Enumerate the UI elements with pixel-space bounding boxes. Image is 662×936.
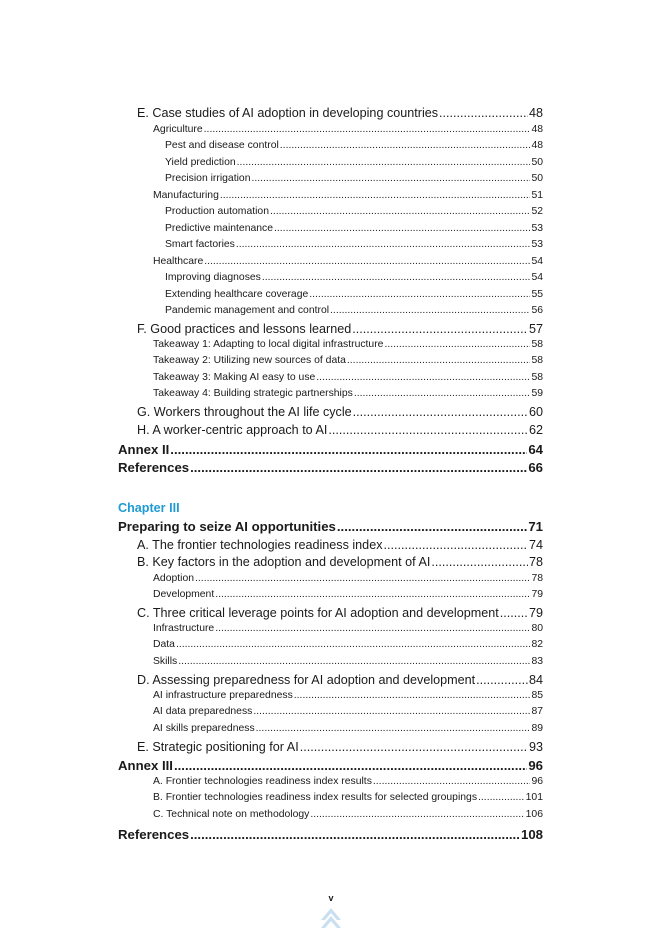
toc-entry-title: Development xyxy=(153,589,215,600)
toc-entry-title: Manufacturing xyxy=(153,190,219,201)
toc-entry-page: 85 xyxy=(531,690,543,701)
toc-entry-page: 51 xyxy=(531,190,543,201)
toc-entry-page: 56 xyxy=(531,305,543,316)
toc-leader-dots xyxy=(220,191,531,201)
toc-entry[interactable] xyxy=(118,520,543,533)
toc-entry-page: 50 xyxy=(531,157,543,168)
toc-entry-page: 96 xyxy=(528,758,543,773)
toc-leader-dots xyxy=(195,574,530,584)
toc-entry[interactable] xyxy=(165,174,543,184)
toc-entry-title: References xyxy=(118,827,190,842)
toc-entry-page: 60 xyxy=(528,405,543,419)
toc-entry-title: AI data preparedness xyxy=(153,706,253,717)
toc-entry[interactable] xyxy=(137,424,543,437)
toc-entry-title: Infrastructure xyxy=(153,623,215,634)
toc-entry-page: 48 xyxy=(531,140,543,151)
toc-entry-page: 89 xyxy=(531,723,543,734)
toc-entry-page: 83 xyxy=(531,656,543,667)
toc-leader-dots xyxy=(337,520,527,533)
toc-leader-dots xyxy=(237,158,531,168)
toc-entry-title: References xyxy=(118,460,190,475)
toc-entry-title: Precision irrigation xyxy=(165,173,251,184)
toc-entry-title: Takeaway 1: Adapting to local digital infrastructure xyxy=(153,339,384,350)
toc-entry[interactable] xyxy=(153,257,543,267)
toc-leader-dots xyxy=(178,657,530,667)
toc-entry[interactable] xyxy=(153,373,543,383)
toc-entry-page: 101 xyxy=(525,792,543,803)
toc-entry-page: 58 xyxy=(531,355,543,366)
toc-entry-title: Annex III xyxy=(118,758,173,773)
toc-entry-title: Agriculture xyxy=(153,124,203,135)
toc-leader-dots xyxy=(476,674,528,687)
toc-entry[interactable] xyxy=(118,828,543,841)
toc-entry-title: Skills xyxy=(153,656,178,667)
up-arrow-icon[interactable] xyxy=(320,906,342,930)
toc-entry-page: 64 xyxy=(528,442,543,457)
toc-entry[interactable] xyxy=(153,691,543,701)
toc-entry[interactable] xyxy=(137,556,543,569)
toc-leader-dots xyxy=(384,539,528,552)
toc-leader-dots xyxy=(170,443,527,456)
toc-entry[interactable] xyxy=(153,793,543,803)
toc-entry-page: 74 xyxy=(528,538,543,552)
toc-leader-dots xyxy=(270,207,530,217)
toc-leader-dots xyxy=(215,590,530,600)
toc-leader-dots xyxy=(274,224,530,234)
toc-entry[interactable] xyxy=(153,356,543,366)
toc-leader-dots xyxy=(328,424,528,437)
toc-entry[interactable] xyxy=(153,624,543,634)
toc-entry-title: F. Good practices and lessons learned xyxy=(137,322,352,336)
toc-entry-page: 52 xyxy=(531,206,543,217)
toc-entry-title: C. Technical note on methodology xyxy=(153,809,310,820)
toc-leader-dots xyxy=(300,741,528,754)
toc-leader-dots xyxy=(174,759,527,772)
toc-entry-page: 59 xyxy=(531,388,543,399)
toc-entry-title: Data xyxy=(153,639,175,650)
toc-leader-dots xyxy=(262,273,531,283)
toc-entry-page: 79 xyxy=(531,589,543,600)
toc-entry-title: D. Assessing preparedness for AI adoption and development xyxy=(137,673,476,687)
toc-leader-dots xyxy=(384,340,530,350)
toc-entry[interactable] xyxy=(165,290,543,300)
toc-leader-dots xyxy=(190,461,527,474)
toc-leader-dots xyxy=(478,793,525,803)
toc-entry-page: 66 xyxy=(528,460,543,475)
toc-entry-title: Takeaway 2: Utilizing new sources of data xyxy=(153,355,346,366)
toc-entry-title: Production automation xyxy=(165,206,269,217)
toc-entry-title: Annex II xyxy=(118,442,170,457)
toc-entry[interactable] xyxy=(153,777,543,787)
page-number: v xyxy=(328,893,334,903)
toc-leader-dots xyxy=(310,810,524,820)
toc-entry-page: 50 xyxy=(531,173,543,184)
toc-entry[interactable] xyxy=(153,191,543,201)
toc-leader-dots xyxy=(236,240,531,250)
toc-entry-page: 62 xyxy=(528,423,543,437)
toc-entry-page: 53 xyxy=(531,223,543,234)
toc-entry[interactable] xyxy=(153,590,543,600)
toc-entry[interactable] xyxy=(137,607,543,620)
toc-entry-title: Pandemic management and control xyxy=(165,305,330,316)
toc-entry[interactable] xyxy=(165,273,543,283)
toc-entry-page: 53 xyxy=(531,239,543,250)
toc-entry[interactable] xyxy=(137,323,543,336)
toc-entry-page: 55 xyxy=(531,289,543,300)
toc-leader-dots xyxy=(373,777,531,787)
toc-entry[interactable] xyxy=(153,810,543,820)
toc-leader-dots xyxy=(316,373,530,383)
toc-leader-dots xyxy=(190,828,520,841)
toc-leader-dots xyxy=(280,141,531,151)
toc-entry-page: 78 xyxy=(528,555,543,569)
toc-entry-title: C. Three critical leverage points for AI adoption and development xyxy=(137,606,499,620)
toc-entry[interactable] xyxy=(118,461,543,474)
toc-entry[interactable] xyxy=(153,707,543,717)
toc-entry-title: Improving diagnoses xyxy=(165,272,261,283)
toc-entry-page: 79 xyxy=(528,606,543,620)
toc-entry-title: Takeaway 4: Building strategic partnerships xyxy=(153,388,353,399)
toc-entry-page: 106 xyxy=(525,809,543,820)
toc-leader-dots xyxy=(347,356,531,366)
toc-leader-dots xyxy=(353,406,528,419)
toc-entry-title: Adoption xyxy=(153,573,195,584)
toc-entry-page: 78 xyxy=(531,573,543,584)
toc-entry[interactable] xyxy=(153,389,543,399)
toc-entry[interactable] xyxy=(165,306,543,316)
toc-entry-title: AI skills preparedness xyxy=(153,723,255,734)
toc-entry[interactable] xyxy=(153,125,543,135)
toc-entry-page: 82 xyxy=(531,639,543,650)
toc-entry-page: 58 xyxy=(531,339,543,350)
toc-entry-page: 108 xyxy=(520,827,543,842)
toc-entry-page: 93 xyxy=(528,740,543,754)
toc-entry-page: 96 xyxy=(531,776,543,787)
toc-entry-title: G. Workers throughout the AI life cycle xyxy=(137,405,352,419)
toc-entry-page: 84 xyxy=(528,673,543,687)
toc-entry-title: Healthcare xyxy=(153,256,204,267)
toc-entry-page: 48 xyxy=(528,106,543,120)
toc-leader-dots xyxy=(352,323,528,336)
toc-entry[interactable] xyxy=(118,759,543,772)
toc-leader-dots xyxy=(294,691,531,701)
toc-leader-dots xyxy=(439,107,528,120)
toc-entry-page: 80 xyxy=(531,623,543,634)
toc-entry[interactable] xyxy=(153,574,543,584)
toc-entry[interactable] xyxy=(165,207,543,217)
toc-leader-dots xyxy=(251,174,530,184)
toc-entry[interactable] xyxy=(165,240,543,250)
toc-leader-dots xyxy=(309,290,530,300)
toc-entry-page: 87 xyxy=(531,706,543,717)
toc-entry-title: Predictive maintenance xyxy=(165,223,274,234)
toc-entry[interactable] xyxy=(165,141,543,151)
toc-entry[interactable] xyxy=(137,406,543,419)
toc-leader-dots xyxy=(253,707,530,717)
toc-entry-title: Extending healthcare coverage xyxy=(165,289,309,300)
toc-entry[interactable] xyxy=(137,674,543,687)
toc-entry-title: Preparing to seize AI opportunities xyxy=(118,519,336,534)
toc-entry[interactable] xyxy=(153,724,543,734)
toc-entry-page: 58 xyxy=(531,372,543,383)
chapter-label: Chapter III xyxy=(118,501,180,515)
toc-entry-title: E. Case studies of AI adoption in developing countries xyxy=(137,106,439,120)
toc-entry-title: AI infrastructure preparedness xyxy=(153,690,293,701)
toc-entry-title: E. Strategic positioning for AI xyxy=(137,740,299,754)
toc-entry-title: H. A worker-centric approach to AI xyxy=(137,423,328,437)
toc-leader-dots xyxy=(176,640,530,650)
toc-entry-page: 48 xyxy=(531,124,543,135)
toc-entry-title: A. Frontier technologies readiness index results xyxy=(153,776,372,787)
toc-entry[interactable] xyxy=(137,107,543,120)
toc-entry-title: Smart factories xyxy=(165,239,235,250)
toc-entry-title: Yield prediction xyxy=(165,157,236,168)
toc-entry[interactable] xyxy=(153,640,543,650)
toc-entry-title: Takeaway 3: Making AI easy to use xyxy=(153,372,316,383)
toc-leader-dots xyxy=(431,556,528,569)
toc-entry[interactable] xyxy=(165,158,543,168)
toc-leader-dots xyxy=(256,724,531,734)
toc-entry-title: A. The frontier technologies readiness index xyxy=(137,538,383,552)
toc-entry[interactable] xyxy=(165,224,543,234)
toc-leader-dots xyxy=(500,607,528,620)
toc-entry-page: 71 xyxy=(528,519,543,534)
toc-leader-dots xyxy=(204,125,531,135)
toc-entry[interactable] xyxy=(137,741,543,754)
toc-entry-title: B. Frontier technologies readiness index results for selected groupings xyxy=(153,792,478,803)
toc-leader-dots xyxy=(330,306,530,316)
toc-entry[interactable] xyxy=(118,443,543,456)
toc-entry-page: 57 xyxy=(528,322,543,336)
toc-leader-dots xyxy=(354,389,531,399)
toc-entry-page: 54 xyxy=(531,256,543,267)
toc-entry[interactable] xyxy=(153,340,543,350)
toc-entry-title: Pest and disease control xyxy=(165,140,279,151)
toc-entry-page: 54 xyxy=(531,272,543,283)
toc-leader-dots xyxy=(215,624,530,634)
toc-entry-title: B. Key factors in the adoption and development of AI xyxy=(137,555,431,569)
toc-entry[interactable] xyxy=(137,539,543,552)
toc-leader-dots xyxy=(204,257,530,267)
toc-entry[interactable] xyxy=(153,657,543,667)
